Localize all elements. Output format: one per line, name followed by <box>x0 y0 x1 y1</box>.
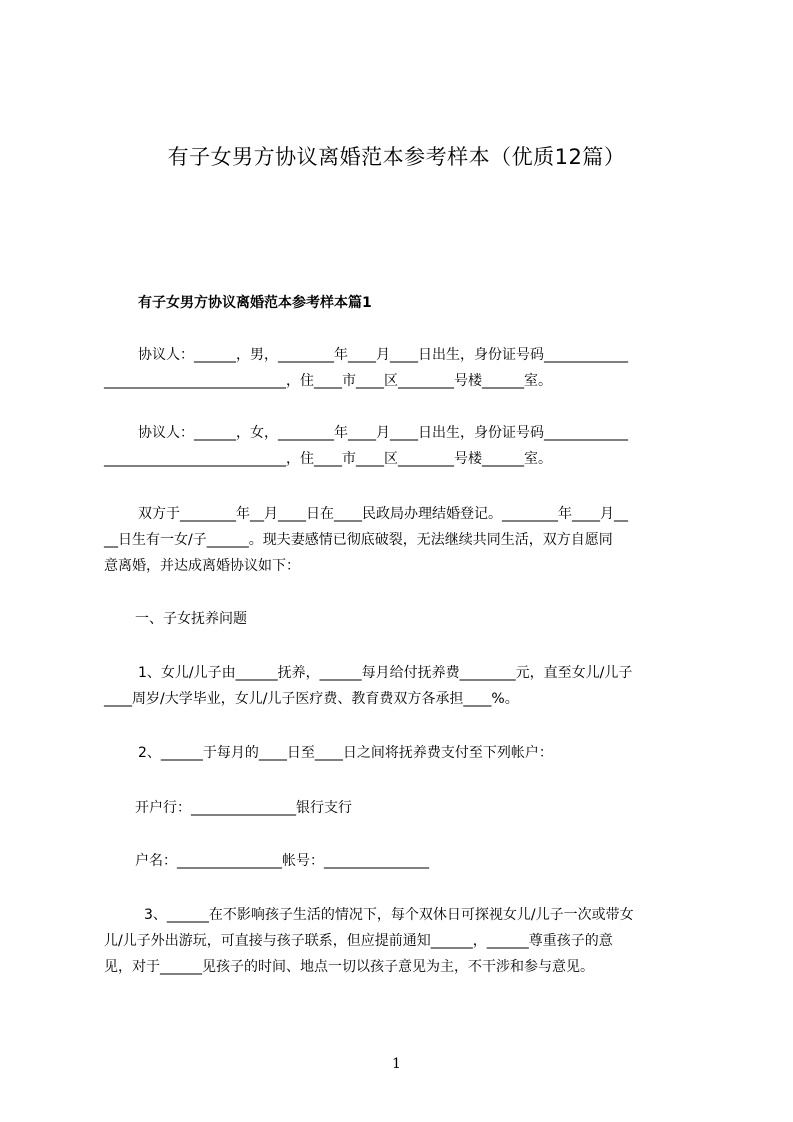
item1-line1: 1、女儿/儿子由______抚养，______每月给付抚养费________元，直至女儿/儿子 <box>138 665 633 681</box>
party1-line2: __________________________，住____市____区________号楼______室。 <box>104 373 552 389</box>
marriage-line3: 意离婚，并达成离婚协议如下： <box>104 558 300 574</box>
document-title: 有子女男方协议离婚范本参考样本（优质12篇） <box>167 145 626 169</box>
account-line: 户名：_______________帐号：_______________ <box>135 853 429 869</box>
item2-line: 2、______于每月的____日至____日之间将抚养费支付至下列帐户： <box>138 745 553 761</box>
item3-line1: 3、______在不影响孩子生活的情况下，每个双休日可探视女儿/儿子一次或带女 <box>144 907 634 923</box>
item1-line2: ____周岁/大学毕业，女儿/儿子医疗费、教育费双方各承担____%。 <box>104 691 519 707</box>
bank-line: 开户行：_______________银行支行 <box>135 800 352 816</box>
marriage-line2: __日生有一女/子______。现夫妻感情已彻底破裂，无法继续共同生活，双方自愿同 <box>104 532 613 548</box>
party1-line1: 协议人：______，男，________年____月____日出生，身份证号码____________ <box>138 347 628 363</box>
item3-line2: 儿/儿子外出游玩，可直接与孩子联系，但应提前通知______，______尊重孩子的意 <box>104 933 613 949</box>
item3-line3: 见，对于______见孩子的时间、地点一切以孩子意见为主，不干涉和参与意见。 <box>104 959 594 975</box>
party2-line1: 协议人：______，女，________年____月____日出生，身份证号码____________ <box>138 425 628 441</box>
marriage-line1: 双方于________年__月____日在____民政局办理结婚登记。________年____月__ <box>138 506 628 522</box>
section-heading: 有子女男方协议离婚范本参考样本篇1 <box>138 295 372 311</box>
section1-heading: 一、子女抚养问题 <box>135 611 247 627</box>
page-number: 1 <box>392 1056 401 1072</box>
party2-line2: __________________________，住____市____区________号楼______室。 <box>104 451 552 467</box>
